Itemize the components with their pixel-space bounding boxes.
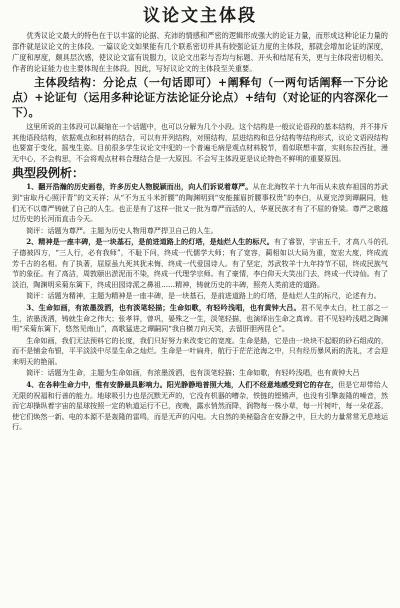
example-text: 君不见李太白，杜工部之一生，浓墨泼洒，铸就生命之伟大；张孝祥，曾巩，晏殊之一生，淡笔轻描，也演绎出生命之真谛。君不见轻吟浅唱之陶渊明“采菊东篱下，悠然见南山”，高歌猛进之谭嗣同“我自横刀向天笑，去留肝胆两昆仑”。: [12, 302, 389, 334]
example-text: 但是它却带给人无限的祝福和行善的能力。地球吸引力也是沉默无声的，它没有机器的嘈杂，铁链的铿锵声，也没有引擎轰隆的噪音，然而它却操纵着宇宙的星球按照一定的轨道运行不已，夜晚，露水悄然而降，润物每一株小草，每一片树叶，每一朵花蕊，使它们焕然一新。电的本源不是轰隆的雷鸣，而是无声的闪电。大自然的美秘隐含在安静之中，巨大的力量常常无息地运行。: [12, 380, 388, 432]
example-text: 简评：话题为尊严。主题为历史人物用尊严捍卫自己的人生。: [26, 225, 218, 235]
example-text: 简评：话题为精神，主题为精神是一座丰碑，是一块基石，是前进道路上的灯塔，是灿烂人生的标尺，论述有力。: [26, 291, 381, 301]
example-paragraph: [12, 237, 388, 290]
examples-list: [12, 182, 388, 433]
example-comment: [12, 291, 388, 302]
example-lead: 2、精神是一座丰碑，是一块基石，是前进道路上的灯塔，是灿烂人生的标尺。: [26, 237, 274, 247]
example-lead: 3、生命如画，有浓墨泼洒，也有淡笔轻描；生命如歌，有轻吟浅唱，也有黄钟大吕。: [26, 302, 301, 312]
example-comment: [12, 226, 388, 237]
example-paragraph: [12, 380, 388, 433]
example-paragraph: [12, 303, 388, 335]
structure-statement: 主体段结构：分论点（一句话即可）+阐释句（一两句话阐释一下分论点）+论证句（运用多种论证方法论证分论点）+结句（对论证的内容深化一下）。: [12, 76, 388, 119]
example-lead: 4、在各种生命力中，惟有安静最具影响力。阳光静静地普照大地，人们不经意地感受到它的存在，: [26, 380, 339, 390]
intro-paragraph: 优秀议论文最大的特色在于以丰富的论据、充沛的情感和严密的逻辑形成强大的论证力量，而形成这种论证力量的部件就是议论文的主体段。一篇议论文如果能有几个联系密切并具有较强论证力度的主体段，那就会增加论证的深度，广度和厚度，颇具层次感，使议论文富有说服力，议论文出彩与否均与标题、开头和结尾有关，更与主体段密切相关。作者的论证能力也主要体现在主体段。因此，写好议论文的主体段至关重要。: [12, 31, 388, 73]
examples-heading: 典型段例析：: [12, 166, 85, 181]
example-text: 从在北海牧羊十九年而从未放弃祖国的苏武到“宙取丹心照汗青”的文天祥；从“不为五斗米折腰”的陶渊明到“安能摧眉折腰事权贵”的李白，从夏完淳到谭嗣同，他们无不以尊严铸就了自己的人生。也正是有了这样一批又一批为尊严而活的人，华夏民族才有了不屈的脊梁。尊严之歌越过历史的长河而直击今天。: [12, 182, 389, 224]
example-lead: 1、翻开浩瀚的历史画卷，许多历史人物脱颖而出，向人们诉说着尊严。: [26, 182, 253, 192]
example-text: 生命如画，我们无法预料它的长度，我们只好努力来改变它的宽度。生命是路，它是由一块块不起眼的砂石组成的，而不是铺金布银，平平淡淡中尽显生命之灿烂。生命是一叶扁舟，航行于茫茫沧海之中，只有经历暴风雨的洗礼，才会迎来明天的艳丽。: [12, 335, 388, 366]
example-paragraph: [12, 182, 388, 224]
document-title: 议论文主体段: [143, 6, 257, 26]
body-paragraph: 这里所说的主体段可以凝缩在一个话题中，也可以分解为几个小段。这个结构是一般议论语段的基本结构，并不排斥其他语段结构，依据观点和材料的结合，可以有并列结构，对照结构，层进结构和总分结构等结构形式，议论文语段结构也要富于变化，摇曳生姿。目前很多学生议论文中犯的一个普遍毛病是观点材料脱节，看似联想丰富，实则东拉西扯，漫无中心，不会构思，不会将观点材料合理结合是一大原因。不会写主体段更是议论特色不鲜明的重要原因。: [12, 122, 388, 163]
example-paragraph: [12, 336, 388, 368]
example-text: 有了睿智，宇宙五千，才高八斗的孔子德被四方，“三人行，必有我师”，不耻下问，终成一代儒学大师；有了宽容，蔺相如以大局为重，宽宏大度，终成流芳千古的名相。有了执著，屈原虽九死其犹未悔，终成一代爱国诗人。有了坚定，苏武牧羊十九年持节不屈，终成民族气节的象征。有了高洁，周敦颐出淤泥而不染，终成一代理学宗师。有了豪情，李白仰天大笑出门去，终成一代诗仙。有了淡泊，陶渊明采菊东篱下，终成田园诗派之鼻祖……精神，铸就历史的丰碑，照亮人类前进的道路。: [12, 237, 388, 289]
example-comment: [12, 368, 388, 379]
example-text: 简评：话题为生命，主题为生命如画，有浓墨泼洒，也有淡笔轻描；生命如歌，有轻吟浅唱，也有黄钟大吕: [26, 368, 360, 378]
